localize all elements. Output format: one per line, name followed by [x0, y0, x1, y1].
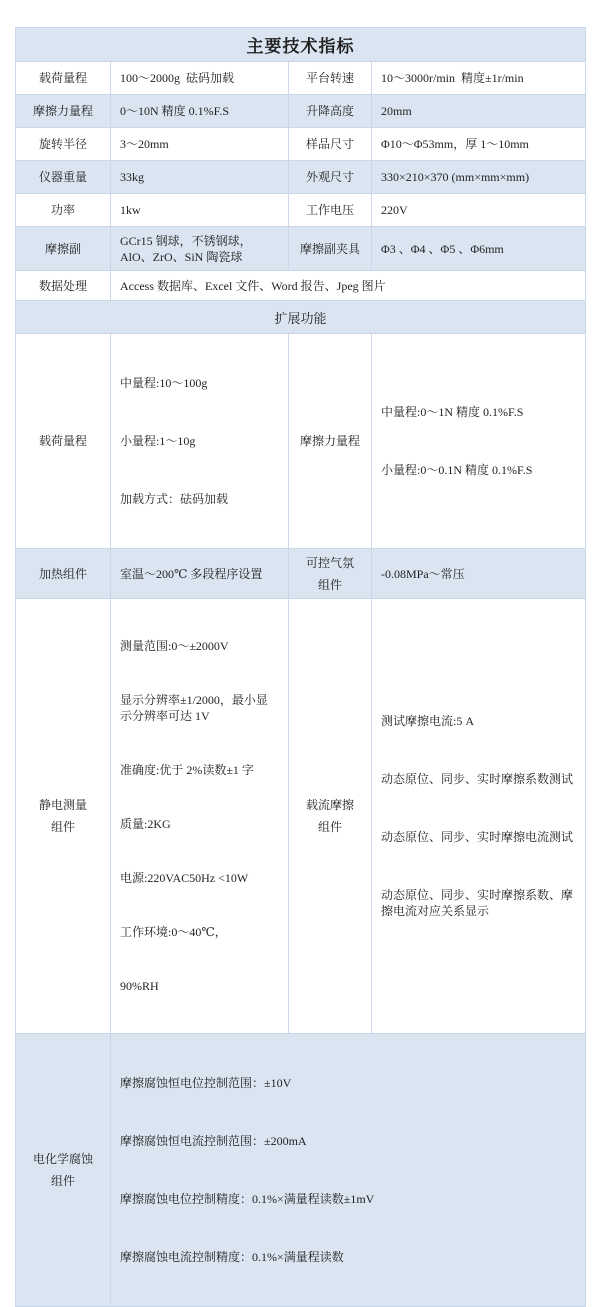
spec-label: 样品尺寸 — [289, 128, 372, 161]
spec-value-line: 90%RH — [120, 979, 159, 993]
spec-value: 3～20mm — [111, 128, 289, 161]
spec-label-line: 组件 — [50, 1174, 75, 1188]
spec-value-line: 加载方式：砝码加载 — [120, 492, 229, 506]
spec-value-line: 小量程:0～0.1N 精度 0.1%F.S — [381, 463, 533, 477]
section-title: 扩展功能 — [16, 301, 586, 334]
spec-value-line: 摩擦腐蚀恒电流控制范围：±200mA — [120, 1134, 307, 1148]
spec-value: 330×210×370 (mm×mm×mm) — [372, 161, 586, 194]
spec-value — [111, 599, 289, 1034]
spec-label — [289, 549, 372, 599]
spec-value: -0.08MPa～常压 — [372, 549, 586, 599]
spec-value-line: 动态原位、同步、实时摩擦系数测试 — [381, 772, 574, 786]
spec-value-line: 摩擦腐蚀恒电位控制范围：±10V — [120, 1076, 292, 1090]
spec-value — [111, 334, 289, 549]
spec-value: 220V — [372, 194, 586, 227]
spec-value: GCr15 钢球，不锈钢球，AlO、ZrO、SiN 陶瓷球 — [111, 227, 289, 271]
spec-label: 数据处理 — [16, 271, 111, 301]
spec-value — [111, 1034, 586, 1307]
spec-label: 平台转速 — [289, 62, 372, 95]
spec-value-line: 小量程:1～10g — [120, 434, 196, 448]
spec-value-line: 测量范围:0～±2000V — [120, 639, 229, 653]
spec-value: Φ3 、Φ4 、Φ5 、Φ6mm — [372, 227, 586, 271]
spec-value: 室温～200℃ 多段程序设置 — [111, 549, 289, 599]
spec-label: 工作电压 — [289, 194, 372, 227]
spec-label: 外观尺寸 — [289, 161, 372, 194]
spec-label: 摩擦力量程 — [16, 95, 111, 128]
spec-label: 摩擦力量程 — [289, 334, 372, 549]
spec-label: 载荷量程 — [16, 62, 111, 95]
spec-label: 摩擦副 — [16, 227, 111, 271]
spec-value-line: 动态原位、同步、实时摩擦电流测试 — [381, 830, 574, 844]
spec-label — [16, 599, 111, 1034]
spec-value-line: 摩擦腐蚀电位控制精度：0.1%×满量程读数±1mV — [120, 1192, 375, 1206]
spec-value: 1kw — [111, 194, 289, 227]
spec-label-line: 组件 — [50, 820, 75, 834]
spec-value-line: 质量:2KG — [120, 817, 171, 831]
spec-value-line: 中量程:0～1N 精度 0.1%F.S — [381, 405, 524, 419]
spec-label — [16, 1034, 111, 1307]
spec-label-line: 可控气氛 — [305, 555, 354, 570]
spec-value: 100～2000g 砝码加载 — [111, 62, 289, 95]
spec-value-line: 动态原位、同步、实时摩擦系数、摩擦电流对应关系显示 — [381, 888, 574, 918]
spec-value: 0～10N 精度 0.1%F.S — [111, 95, 289, 128]
spec-label: 旋转半径 — [16, 128, 111, 161]
spec-value-line: 中量程:10～100g — [120, 376, 208, 390]
spec-value-line: 电源:220VAC50Hz <10W — [120, 871, 249, 885]
spec-label: 升降高度 — [289, 95, 372, 128]
spec-value-line: 显示分辨率±1/2000，最小显示分辨率可达 1V — [120, 693, 268, 723]
spec-label-line: 组件 — [317, 577, 342, 592]
spec-table — [15, 27, 586, 1307]
spec-label-line: 组件 — [317, 820, 342, 834]
spec-label — [289, 599, 372, 1034]
spec-label: 功率 — [16, 194, 111, 227]
spec-label-line: 电化学腐蚀 — [32, 1152, 93, 1166]
spec-value: 33kg — [111, 161, 289, 194]
table-title: 主要技术指标 — [16, 28, 586, 62]
spec-value — [372, 599, 586, 1034]
spec-label: 摩擦副夹具 — [289, 227, 372, 271]
spec-value-line: 准确度:优于 2%读数±1 字 — [120, 763, 254, 777]
spec-value-line: 摩擦腐蚀电流控制精度：0.1%×满量程读数 — [120, 1250, 344, 1264]
spec-value — [372, 334, 586, 549]
spec-value: Access 数据库、Excel 文件、Word 报告、Jpeg 图片 — [111, 271, 586, 301]
spec-label: 仪器重量 — [16, 161, 111, 194]
spec-label-line: 载流摩擦 — [305, 798, 354, 812]
spec-value: 10～3000r/min 精度±1r/min — [372, 62, 586, 95]
spec-value-line: 测试摩擦电流:5 A — [381, 714, 475, 728]
spec-label-line: 静电测量 — [38, 798, 87, 812]
spec-label: 载荷量程 — [16, 334, 111, 549]
spec-value-line: 工作环境:0～40℃， — [120, 925, 227, 939]
spec-value: 20mm — [372, 95, 586, 128]
spec-value: Φ10～Φ53mm，厚 1～10mm — [372, 128, 586, 161]
spec-label: 加热组件 — [16, 549, 111, 599]
